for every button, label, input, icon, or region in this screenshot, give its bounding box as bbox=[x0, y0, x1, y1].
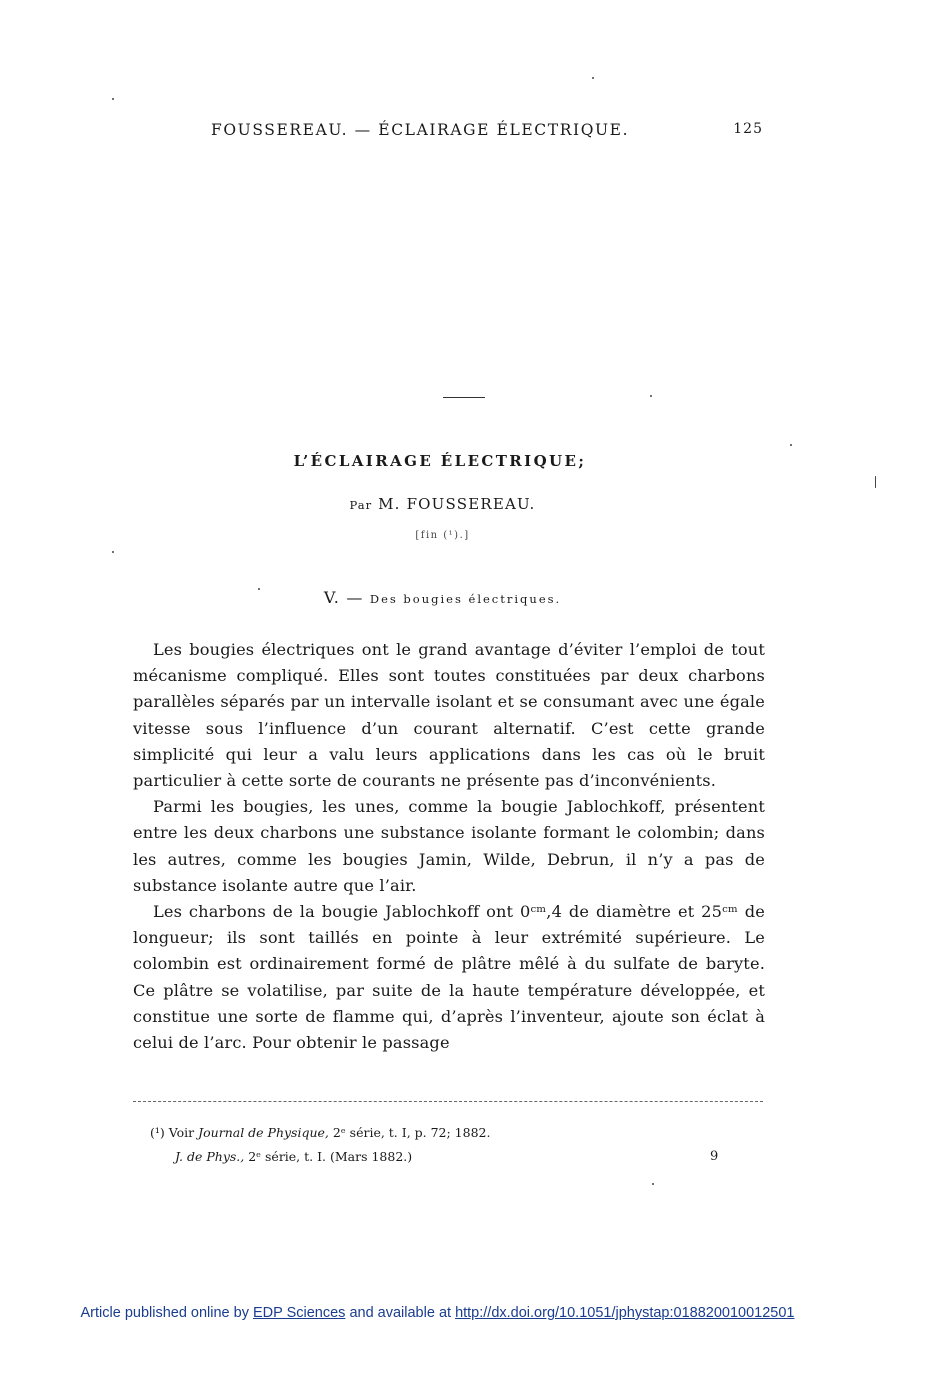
footnote-marker: (¹) bbox=[150, 1125, 165, 1140]
author-line bbox=[0, 495, 885, 513]
author-prefix: Par bbox=[349, 498, 373, 512]
footnote-reference: 2ᵉ série, t. I, p. 72; 1882. bbox=[332, 1125, 491, 1140]
article-title: L’ÉCLAIRAGE ÉLECTRIQUE; bbox=[293, 452, 587, 470]
scan-speck bbox=[875, 476, 876, 488]
footnote-rule bbox=[133, 1101, 763, 1102]
citation-text: 2ᵉ série, t. I. (Mars 1882.) bbox=[248, 1149, 413, 1164]
section-title: Des bougies électriques. bbox=[369, 592, 562, 606]
footnote-journal: Journal de Physique, bbox=[198, 1125, 329, 1140]
running-head-title: FOUSSEREAU. — ÉCLAIRAGE ÉLECTRIQUE. bbox=[211, 121, 630, 139]
scan-speck bbox=[112, 98, 114, 100]
signature-mark: 9 bbox=[710, 1149, 719, 1164]
publisher-link[interactable]: EDP Sciences bbox=[253, 1305, 346, 1321]
scan-speck bbox=[652, 1183, 654, 1185]
publisher-line bbox=[0, 1305, 875, 1321]
publisher-middle: and available at bbox=[349, 1305, 452, 1321]
scan-speck bbox=[592, 77, 594, 79]
scan-speck bbox=[650, 395, 652, 397]
separator-rule bbox=[443, 397, 485, 398]
scan-speck bbox=[790, 444, 792, 446]
running-head bbox=[133, 121, 763, 143]
paragraph: Parmi les bougies, les unes, comme la bougie Jablochkoff, présentent entre les deux charbons une substance isolante formant le colombin; dans les autres, comme les bougies Jamin, Wilde, Debrun, il n’y a pas de substance isolante autre que l’air. bbox=[133, 797, 765, 895]
paragraph: Les charbons de la bougie Jablochkoff ont 0ᶜᵐ,4 de diamètre et 25ᶜᵐ de longueur; ils sont taillés en pointe à leur extrémité supérieure. Le colombin est ordinairement formé de plâtre mêlé à du sulfate de baryte. Ce plâtre se volatilise, par suite de la haute température développée, et constitue une sorte de flamme qui, d’après l’inventeur, ajoute son éclat à celui de l’arc. Pour obtenir le passage bbox=[133, 902, 765, 1053]
footnote-text: Voir bbox=[168, 1125, 195, 1140]
citation-journal: J. de Phys., bbox=[175, 1149, 245, 1164]
section-heading bbox=[0, 588, 885, 607]
body-text bbox=[133, 637, 765, 1056]
section-number: V. — bbox=[323, 588, 364, 607]
footnotes bbox=[150, 1121, 770, 1169]
doi-link[interactable]: http://dx.doi.org/10.1051/jphystap:018820010012501 bbox=[455, 1305, 795, 1321]
page-number: 125 bbox=[733, 121, 763, 137]
continuation-note: [fin (¹).] bbox=[415, 530, 470, 541]
paragraph: Les bougies électriques ont le grand avantage d’éviter l’emploi de tout mécanisme compliqué. Elles sont toutes constituées par deux charbons parallèles séparés par un intervalle isolant et se consumant avec une égale vitesse sous l’influence d’un courant alternatif. C’est cette grande simplicité qui leur a valu leurs applications dans les cas où le bruit particulier à cette sorte de courants ne présente pas d’inconvénients. bbox=[133, 640, 765, 791]
footnote-1 bbox=[150, 1121, 770, 1145]
publisher-prefix: Article published online by bbox=[80, 1305, 249, 1321]
scan-speck bbox=[112, 551, 114, 553]
journal-citation bbox=[150, 1145, 770, 1169]
author-name: M. FOUSSEREAU. bbox=[378, 495, 536, 513]
